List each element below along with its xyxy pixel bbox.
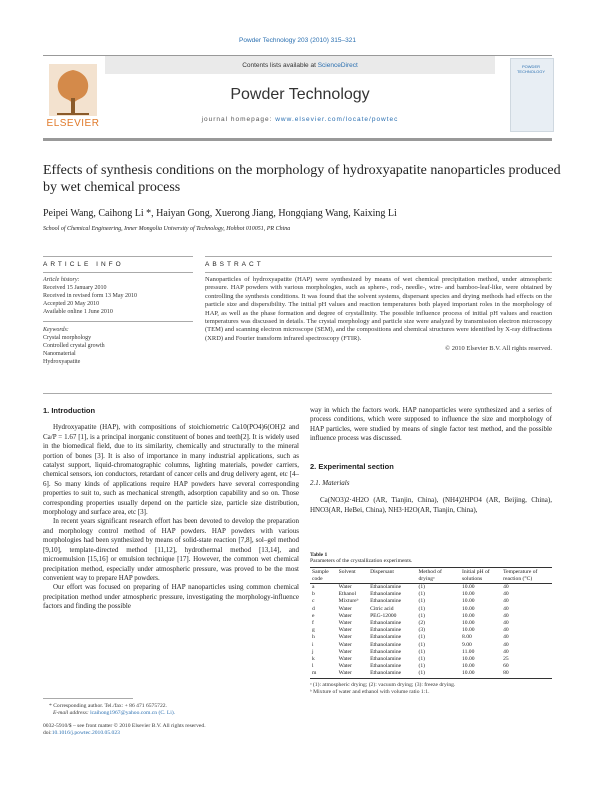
table-cell: Mixtureᵇ	[338, 598, 359, 605]
history-label: Article history:	[43, 277, 80, 283]
table-cell: 10.00	[460, 670, 501, 678]
table-cell: 80	[501, 670, 552, 678]
table-row	[310, 634, 552, 641]
table-cell: 40	[503, 598, 509, 605]
table-footnote: ᵃ (1): atmospheric drying; (2): vacuum drying; (3): freeze drying.	[310, 681, 456, 688]
copyright: © 2010 Elsevier B.V. All rights reserved.	[445, 345, 552, 353]
materials-subheading: 2.1. Materials	[310, 479, 350, 488]
table-cell: (1)	[418, 591, 425, 598]
keyword: Nanomaterial	[43, 351, 76, 357]
abstract-text: Nanoparticles of hydroxyapatite (HAP) were synthesized by means of wet chemical precipitation method, under atmospheric pressure. HAP powders with various morphologies, such as sphere-, rod-, needle-, wire- and bamboo-leaf-like, were obtained by controlling the synthesis conditions. It was found that the solvent systems, dispersant species and drying methods had effects on the particle size and dispersibility. The initial pH values and reaction temperatures both played important roles in the morphology of HAP, as well as the phase formation and degree of crystallinity. The possible influence process of initial pH values and reaction temperatures was discussed in details. The crystal morphology and particle size were analyzed by transmission electron microscopy (TEM) and scanning electron microscope (SEM), and the compositions and chemical structures were identified by X-ray diffractions (XRD) and Fourier transform infrared spectroscopy (FTIR).	[205, 276, 552, 342]
table-header-row	[310, 568, 552, 584]
table-cell: j	[312, 648, 314, 655]
table-cell: g	[312, 627, 315, 634]
table-cell: Ethanolamine	[370, 663, 402, 670]
introduction-heading: 1. Introduction	[43, 406, 96, 415]
table-cell: 40	[503, 627, 509, 634]
footnotes	[43, 703, 299, 737]
table-cell: i	[312, 641, 314, 648]
table-cell: f	[312, 620, 314, 627]
table-cell: Ethanolamine	[370, 648, 402, 655]
table-cell: 25	[503, 656, 509, 663]
table-cell: (1)	[418, 605, 425, 612]
table-row	[310, 613, 552, 620]
table-cell: (3)	[418, 627, 425, 634]
table-cell: 10.00	[462, 627, 475, 634]
history-item: Received in revised form 13 May 2010	[43, 293, 137, 299]
table-row	[310, 591, 552, 598]
doi-link[interactable]: 10.1016/j.powtec.2010.05.023	[51, 730, 120, 736]
publisher-name: ELSEVIER	[46, 118, 100, 129]
footnote-divider	[43, 698, 133, 699]
divider	[43, 272, 193, 273]
column-header: Temperature of reaction (°C)	[501, 568, 552, 584]
table-cell: 10.00	[462, 612, 475, 619]
table-cell: 40	[503, 605, 509, 612]
table-cell: Water	[338, 656, 352, 663]
table-cell: Ethanolamine	[370, 641, 402, 648]
table-row	[310, 584, 552, 592]
table-cell: (2)	[418, 620, 425, 627]
right-column	[310, 406, 552, 515]
table-cell: (1)	[416, 670, 460, 678]
column-header: Method of dryingᵃ	[416, 568, 460, 584]
issn-line: 0032-5910/$ – see front matter © 2010 Elsevier B.V. All rights reserved.	[43, 723, 206, 729]
table-cell: 40	[503, 591, 509, 598]
intro-paragraph-1: Hydroxyapatite (HAP), with compositions of stoichiometric Ca10(PO4)6(OH)2 and Ca/P = 1.67 [1], is a principal inorganic constituent of bones and teeth[2]. It is widely used in the biomedical field, due to its similarity, chemically and structurally to the mineral portion of bones [3]. It is also of importance in many industrial applications, such as catalyst support, liquid-chromatographic columns, lighting materials, powder carriers, chemical sensors, ion conductors, retardant of cancer cells and drug delivery agent, etc [4–6]. So many kinds of applications require HAP powders have several corresponding properties to suit to, such as mechanical strength, adsorption capability and so on. Those corresponding properties usually depend on the particle size, particle size distribution, morphology and surface area, etc [3].	[43, 423, 299, 517]
table-cell: Ethanolamine	[370, 591, 402, 598]
journal-homepage: journal homepage: www.elsevier.com/locate/powtec	[201, 116, 399, 123]
table-cell: 40	[503, 648, 509, 655]
history-item: Available online 1 June 2010	[43, 309, 113, 315]
table-cell: Ethanolamine	[368, 670, 416, 678]
email-label: E-mail address:	[53, 710, 89, 716]
table-cell: Water	[338, 663, 352, 670]
table-cell: (1)	[418, 648, 425, 655]
column-header: Dispersant	[368, 568, 416, 584]
article-info-heading: ARTICLE INFO	[43, 261, 124, 268]
experimental-heading: 2. Experimental section	[310, 461, 394, 471]
table-cell: Water	[338, 648, 352, 655]
table-cell: (1)	[418, 598, 425, 605]
table-cell: c	[312, 598, 315, 605]
table-cell: Citric acid	[370, 605, 394, 612]
left-column	[43, 406, 299, 612]
keyword: Crystal morphology	[43, 335, 92, 341]
table-cell: Ethanolamine	[370, 584, 402, 590]
intro-paragraph-2: In recent years significant research effort has been devoted to develop the preparation and morphology control method of HAP powders. HAP powders with various morphologies had been synthesized by means of solid-state reaction [7,8], sol–gel method [9,10], template-directed method [11,12], hydrothermal method [13,14], and microemulsion [15,16] or emulsion technique [17]. However, the common wet chemical precipitation method, especially under atmospheric pressure, was proved to be the most convenient way to prepare HAP powders.	[43, 517, 299, 582]
table-cell: Water	[338, 584, 352, 590]
table-cell: 10.00	[462, 663, 475, 670]
table-row	[310, 670, 552, 678]
table-cell: Ethanolamine	[370, 627, 402, 634]
table-cell: (1)	[418, 584, 425, 590]
table-cell: 8.00	[462, 634, 472, 641]
table-cell: e	[312, 612, 315, 619]
table-cell: 10.00	[462, 656, 475, 663]
table-row	[310, 656, 552, 663]
keyword: Hydroxyapatite	[43, 359, 81, 365]
table-row	[310, 627, 552, 634]
table-cell: Water	[338, 627, 352, 634]
doi-label: doi:	[43, 730, 52, 736]
divider	[43, 321, 193, 322]
column-header: Sample code	[310, 568, 337, 584]
sciencedirect-link[interactable]: ScienceDirect	[317, 62, 358, 69]
journal-citation-line[interactable]: Powder Technology 203 (2010) 315–321	[239, 37, 356, 44]
table-cell: Ethanolamine	[370, 620, 402, 627]
table-cell: Ethanolamine	[370, 598, 402, 605]
table-1	[310, 552, 552, 696]
corresponding-author: * Corresponding author. Tel./fax: + 86 471 6575722.	[49, 703, 167, 709]
table-cell: 9.00	[462, 641, 472, 648]
table-label: Table 1	[310, 552, 328, 558]
homepage-link[interactable]: www.elsevier.com/locate/powtec	[275, 116, 399, 123]
table-cell: b	[312, 591, 315, 598]
table-footnote: ᵇ Mixture of water and ethanol with volume ratio 1:1.	[310, 688, 430, 695]
contents-line: Contents lists available at ScienceDirect	[242, 62, 358, 69]
table-cell: PEG-12000	[370, 612, 397, 619]
table-cell: Water	[338, 641, 352, 648]
intro-continuation: way in which the factors work. HAP nanoparticles were synthesized and a series of process conditions, which were supposed to influence the size and morphology of HAP particles, were studied by means of single factor test method, and the possible influence process was discussed.	[310, 406, 552, 443]
table-row	[310, 649, 552, 656]
table-cell: 10.00	[462, 584, 475, 590]
table-cell: 40	[503, 620, 509, 627]
table-caption: Parameters of the crystallization experiments.	[310, 558, 413, 564]
table-cell: Water	[338, 620, 352, 627]
affiliation: School of Chemical Engineering, Inner Mongolia University of Technology, Hohhot 010051, PR China	[43, 226, 291, 232]
keywords-label: Keywords:	[43, 327, 69, 333]
abstract-body	[205, 276, 552, 354]
table-row	[310, 620, 552, 627]
table-cell: 11.00	[462, 648, 475, 655]
table-cell: 60	[503, 663, 509, 670]
table-cell: Ethanolamine	[370, 656, 402, 663]
table-row	[310, 663, 552, 670]
keyword: Controlled crystal growth	[43, 343, 105, 349]
table-cell: 40	[503, 634, 509, 641]
table-cell: 40	[503, 612, 509, 619]
table-cell: Water	[338, 612, 352, 619]
column-header: Solvent	[337, 568, 368, 584]
author-list: Peipei Wang, Caihong Li *, Haiyan Gong, Xuerong Jiang, Hongqiang Wang, Kaixing Li	[43, 208, 397, 219]
table-cell: 10.00	[462, 591, 475, 598]
table-cell: Water	[338, 634, 352, 641]
table-cell: 40	[503, 641, 509, 648]
table-cell: 40	[503, 584, 509, 590]
journal-title: Powder Technology	[230, 86, 370, 103]
table-cell: Ethanolamine	[370, 634, 402, 641]
abstract-heading: ABSTRACT	[205, 261, 264, 268]
table-cell: (1)	[418, 612, 425, 619]
table-cell: (1)	[418, 641, 425, 648]
divider	[43, 256, 193, 257]
history-item: Accepted 20 May 2010	[43, 301, 100, 307]
history-item: Received 15 January 2010	[43, 285, 107, 291]
table-cell: a	[312, 584, 315, 590]
divider	[205, 272, 552, 273]
table-body	[310, 584, 552, 679]
email-link[interactable]: lcaihong1967@yahoo.com.cn (C. Li).	[90, 710, 176, 716]
table-cell: Water	[337, 670, 368, 678]
table-cell: (1)	[418, 663, 425, 670]
table-cell: (1)	[418, 634, 425, 641]
intro-paragraph-3: Our effort was focused on preparing of HAP nanoparticles using common chemical precipitation method under atmospheric pressure, investigating the morphology-influence factors and finding the possible	[43, 583, 299, 611]
divider	[205, 256, 552, 257]
table-grid	[310, 567, 552, 679]
divider	[43, 393, 552, 394]
article-title: Effects of synthesis conditions on the morphology of hydroxyapatite nanoparticles produced by wet chemical process	[43, 163, 561, 195]
table-cell: Water	[338, 605, 352, 612]
table-cell: 10.00	[462, 620, 475, 627]
column-header: Initial pH of solutions	[460, 568, 501, 584]
table-cell: 10.00	[462, 598, 475, 605]
table-cell: m	[310, 670, 337, 678]
table-cell: l	[312, 663, 314, 670]
table-row	[310, 598, 552, 605]
table-cell: (1)	[418, 656, 425, 663]
table-cell: Ethanol	[338, 591, 357, 598]
table-cell: d	[312, 605, 315, 612]
table-cell: h	[312, 634, 315, 641]
materials-text: Ca(NO3)2·4H2O (AR, Tianjin, China), (NH4)2HPO4 (AR, Beijing, China), HNO3(AR, HeBei, China), NH3·H2O(AR, Tianjin, China),	[310, 496, 552, 514]
cover-title: POWDER TECHNOLOGY	[516, 64, 545, 74]
table-row	[310, 606, 552, 613]
table-cell: k	[312, 656, 315, 663]
table-cell: 10.00	[462, 605, 475, 612]
article-info	[43, 276, 193, 366]
table-row	[310, 642, 552, 649]
